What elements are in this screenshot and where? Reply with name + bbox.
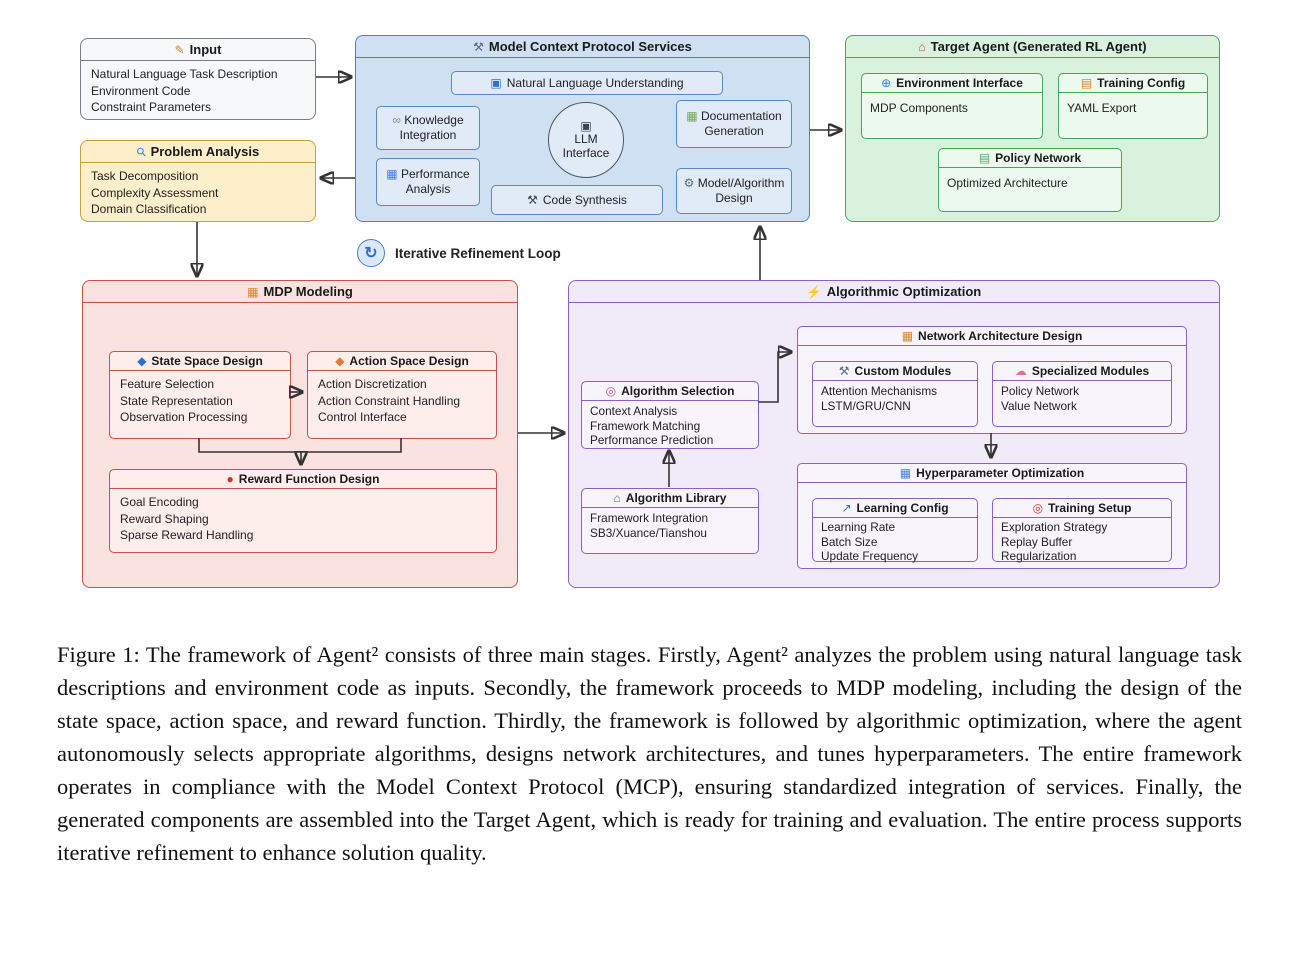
chart-icon: ▦ bbox=[247, 284, 259, 299]
custom-modules-box bbox=[812, 361, 978, 427]
custom-modules-body: Attention Mechanisms LSTM/GRU/CNN bbox=[821, 384, 938, 413]
performance-analysis-box bbox=[376, 158, 480, 206]
network-architecture-header: ▦ Network Architecture Design bbox=[798, 327, 1186, 346]
algorithm-selection-box bbox=[581, 381, 759, 449]
policy-network-header: ▤ Policy Network bbox=[939, 149, 1121, 168]
llm-interface-circle bbox=[548, 102, 624, 178]
input-box bbox=[80, 38, 316, 120]
model-design-label: ⚙ Model/Algorithm Design bbox=[683, 176, 785, 205]
input-item: Environment Code bbox=[91, 83, 191, 98]
training-setup-header: ◎ Training Setup bbox=[993, 499, 1171, 518]
model-design-box bbox=[676, 168, 792, 214]
input-item: Constraint Parameters bbox=[91, 100, 212, 114]
action-space-body: Action Discretization Action Constraint Handling Control Interface bbox=[318, 377, 461, 424]
algorithm-selection-header: ◎ Algorithm Selection bbox=[582, 382, 758, 401]
robot-icon: ▣ bbox=[580, 119, 592, 133]
analysis-item: Complexity Assessment bbox=[91, 185, 219, 200]
state-space-body: Feature Selection State Representation Observation Processing bbox=[120, 377, 248, 424]
nlu-label: Natural Language Understanding bbox=[506, 76, 684, 90]
pencil-icon: ✎ bbox=[174, 42, 185, 57]
algorithm-selection-body: Context Analysis Framework Matching Performance Prediction bbox=[590, 404, 714, 448]
agent-icon: ⌂ bbox=[918, 39, 926, 54]
specialized-modules-header: ☁ Specialized Modules bbox=[993, 362, 1171, 381]
mcp-services-header bbox=[356, 36, 809, 58]
target-icon: ◎ bbox=[605, 384, 617, 398]
input-box-header bbox=[81, 39, 315, 61]
knowledge-integration-box bbox=[376, 106, 480, 150]
problem-analysis-title: Problem Analysis bbox=[150, 144, 260, 159]
mdp-modeling-header bbox=[83, 281, 517, 303]
clipboard-icon: ▤ bbox=[1080, 76, 1093, 90]
problem-analysis-body bbox=[81, 163, 315, 223]
environment-interface-body: MDP Components bbox=[870, 101, 968, 115]
grid-icon: ▦ bbox=[899, 466, 912, 480]
input-box-title: Input bbox=[189, 42, 222, 57]
algorithmic-optimization-title: Algorithmic Optimization bbox=[826, 284, 982, 299]
mcp-services-title: Model Context Protocol Services bbox=[488, 39, 692, 54]
hammer-wrench-icon: ⚒ bbox=[527, 193, 538, 207]
analysis-item: Domain Classification bbox=[91, 202, 207, 216]
hyperparameter-box bbox=[797, 463, 1187, 569]
mcp-services-box bbox=[355, 35, 810, 222]
globe-icon: ⊕ bbox=[881, 76, 892, 90]
nlu-box bbox=[451, 71, 723, 95]
documentation-generation-label: ▦ Documentation Generation bbox=[686, 109, 782, 138]
custom-modules-header: ⚒ Custom Modules bbox=[813, 362, 977, 381]
target-agent-box bbox=[845, 35, 1220, 222]
iterative-loop-label: Iterative Refinement Loop bbox=[395, 245, 561, 261]
notes-icon: ▤ bbox=[978, 151, 991, 165]
state-space-header: ◆ State Space Design bbox=[110, 352, 290, 371]
bank-icon: ⌂ bbox=[613, 491, 621, 505]
bar-chart-icon: ▦ bbox=[386, 167, 398, 181]
learning-config-box bbox=[812, 498, 978, 562]
training-config-box bbox=[1058, 73, 1208, 139]
environment-interface-box bbox=[861, 73, 1043, 139]
iterative-loop bbox=[357, 239, 561, 267]
training-setup-box bbox=[992, 498, 1172, 562]
specialized-modules-body: Policy Network Value Network bbox=[1001, 384, 1080, 413]
hyperparameter-header: ▦ Hyperparameter Optimization bbox=[798, 464, 1186, 483]
policy-network-body: Optimized Architecture bbox=[947, 176, 1068, 190]
input-item: Natural Language Task Description bbox=[91, 67, 278, 81]
chart-bars-icon: ▦ bbox=[686, 109, 698, 123]
algorithm-library-header: ⌂ Algorithm Library bbox=[582, 489, 758, 508]
learning-config-body: Learning Rate Batch Size Update Frequency bbox=[821, 520, 919, 564]
gear-icon: ⚙ bbox=[683, 176, 695, 190]
analysis-item: Task Decomposition bbox=[91, 169, 199, 183]
mdp-modeling-title: MDP Modeling bbox=[263, 284, 353, 299]
problem-analysis-box bbox=[80, 140, 316, 222]
algorithmic-optimization-box bbox=[568, 280, 1220, 588]
reward-function-header: ● Reward Function Design bbox=[110, 470, 496, 489]
llm-interface-label: LLM Interface bbox=[562, 132, 610, 160]
figure-caption: Figure 1: The framework of Agent² consists of three main stages. Firstly, Agent² analyzes the problem using natural language task descriptions and environment code as inputs. Secondly, the framework proceeds to MDP modeling, including the design of the state space, action space, and reward function. Thirdly, the framework is followed by algorithmic optimization, where the agent autonomously selects appropriate algorithms, designs network architectures, and tunes hyperparameters. The entire framework operates in compliance with the Model Context Protocol (MCP), ensuring standardized integration of services. Finally, the generated components are assembled into the Target Agent, which is ready for training and evaluation. The entire process supports iterative refinement to enhance solution quality. bbox=[57, 642, 1242, 865]
language-icon: ▣ bbox=[490, 76, 502, 90]
blue-diamond-icon: ◆ bbox=[137, 354, 147, 368]
training-config-body: YAML Export bbox=[1067, 101, 1137, 115]
target-icon: ◎ bbox=[1032, 501, 1044, 515]
performance-analysis-label: ▦ Performance Analysis bbox=[386, 167, 470, 196]
wrench-icon: ⚒ bbox=[473, 39, 484, 54]
algorithmic-optimization-header bbox=[569, 281, 1219, 303]
network-architecture-box bbox=[797, 326, 1187, 434]
reward-function-box bbox=[109, 469, 497, 553]
training-setup-body: Exploration Strategy Replay Buffer Regularization bbox=[1001, 520, 1108, 564]
input-box-body bbox=[81, 61, 315, 121]
magnifier-icon: ⚲ bbox=[133, 143, 150, 160]
action-space-header: ◆ Action Space Design bbox=[308, 352, 496, 371]
refresh-icon: ↻ bbox=[357, 239, 385, 267]
learning-config-header: ↗ Learning Config bbox=[813, 499, 977, 518]
link-icon: ∞ bbox=[392, 113, 401, 127]
mdp-modeling-box bbox=[82, 280, 518, 588]
policy-network-box bbox=[938, 148, 1122, 212]
documentation-generation-box bbox=[676, 100, 792, 148]
target-agent-title: Target Agent (Generated RL Agent) bbox=[930, 39, 1147, 54]
red-circle-icon: ● bbox=[226, 472, 234, 486]
problem-analysis-header bbox=[81, 141, 315, 163]
training-config-header: ▤ Training Config bbox=[1059, 74, 1207, 93]
code-synthesis-box bbox=[491, 185, 663, 215]
target-agent-header bbox=[846, 36, 1219, 58]
chart-up-icon: ↗ bbox=[841, 501, 852, 515]
brain-icon: ☁ bbox=[1014, 364, 1027, 378]
algorithm-library-box bbox=[581, 488, 759, 554]
lightning-icon: ⚡ bbox=[806, 284, 822, 299]
state-space-box bbox=[109, 351, 291, 439]
orange-diamond-icon: ◆ bbox=[335, 354, 345, 368]
action-space-box bbox=[307, 351, 497, 439]
knowledge-integration-label: ∞ Knowledge Integration bbox=[392, 113, 464, 142]
chart-icon: ▦ bbox=[901, 329, 914, 343]
specialized-modules-box bbox=[992, 361, 1172, 427]
reward-function-body: Goal Encoding Reward Shaping Sparse Reward Handling bbox=[120, 495, 254, 542]
algorithm-library-body: Framework Integration SB3/Xuance/Tianshou bbox=[590, 511, 709, 540]
code-synthesis-label: Code Synthesis bbox=[542, 193, 627, 207]
wrench-icon: ⚒ bbox=[838, 364, 850, 378]
environment-interface-header: ⊕ Environment Interface bbox=[862, 74, 1042, 93]
